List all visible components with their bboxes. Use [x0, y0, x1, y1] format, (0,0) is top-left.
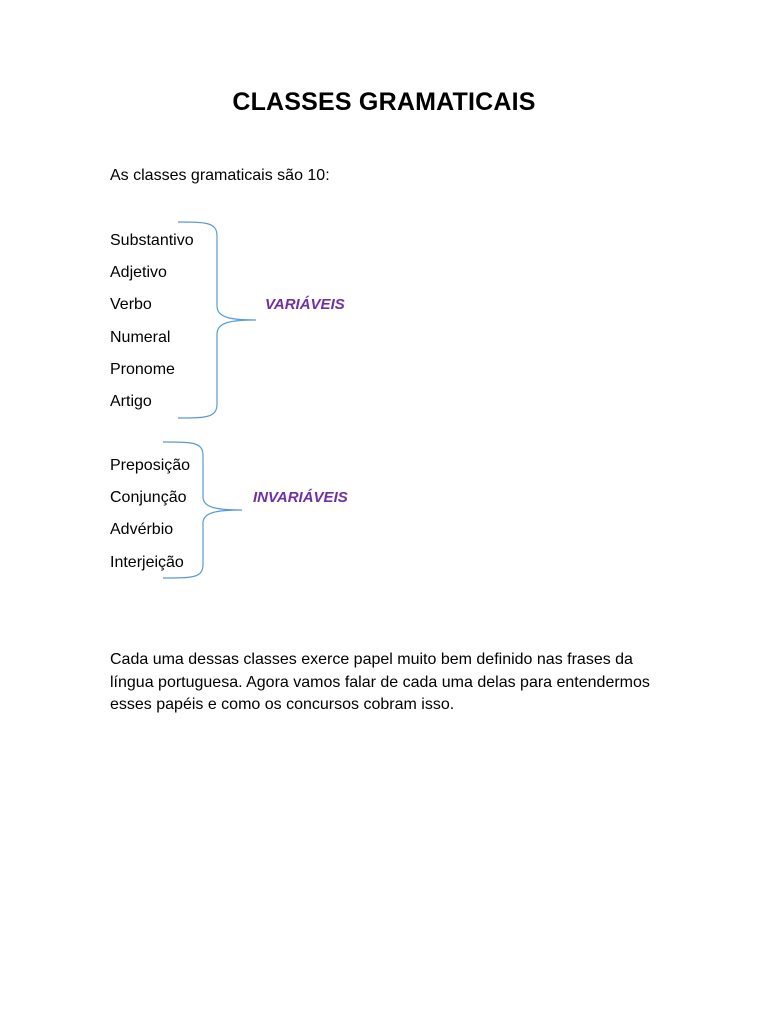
- list-item: Interjeição: [110, 553, 184, 571]
- document-title: CLASSES GRAMATICAIS: [232, 88, 536, 116]
- list-item: Advérbio: [110, 521, 174, 539]
- invariable-classes-list: [110, 456, 190, 585]
- intro-text: As classes gramaticais são 10:: [110, 167, 330, 184]
- variable-group-label: VARIÁVEIS: [265, 296, 345, 313]
- list-item: Verbo: [110, 296, 152, 314]
- variable-classes-list: [110, 231, 194, 424]
- closing-paragraph: Cada uma dessas classes exerce papel muito bem definido nas frases da língua portuguesa. Agora vamos falar de cada uma delas para entendermos esses papéis e como os concursos cobram isso.: [110, 651, 650, 713]
- list-item: Preposição: [110, 457, 191, 474]
- invariable-group-label: INVARIÁVEIS: [253, 489, 348, 506]
- list-item: Adjetivo: [110, 264, 167, 282]
- list-item: Pronome: [110, 360, 175, 378]
- list-item: Substantivo: [110, 232, 194, 249]
- list-item: Conjunção: [110, 489, 187, 507]
- list-item: Numeral: [110, 328, 171, 346]
- list-item: Artigo: [110, 392, 152, 410]
